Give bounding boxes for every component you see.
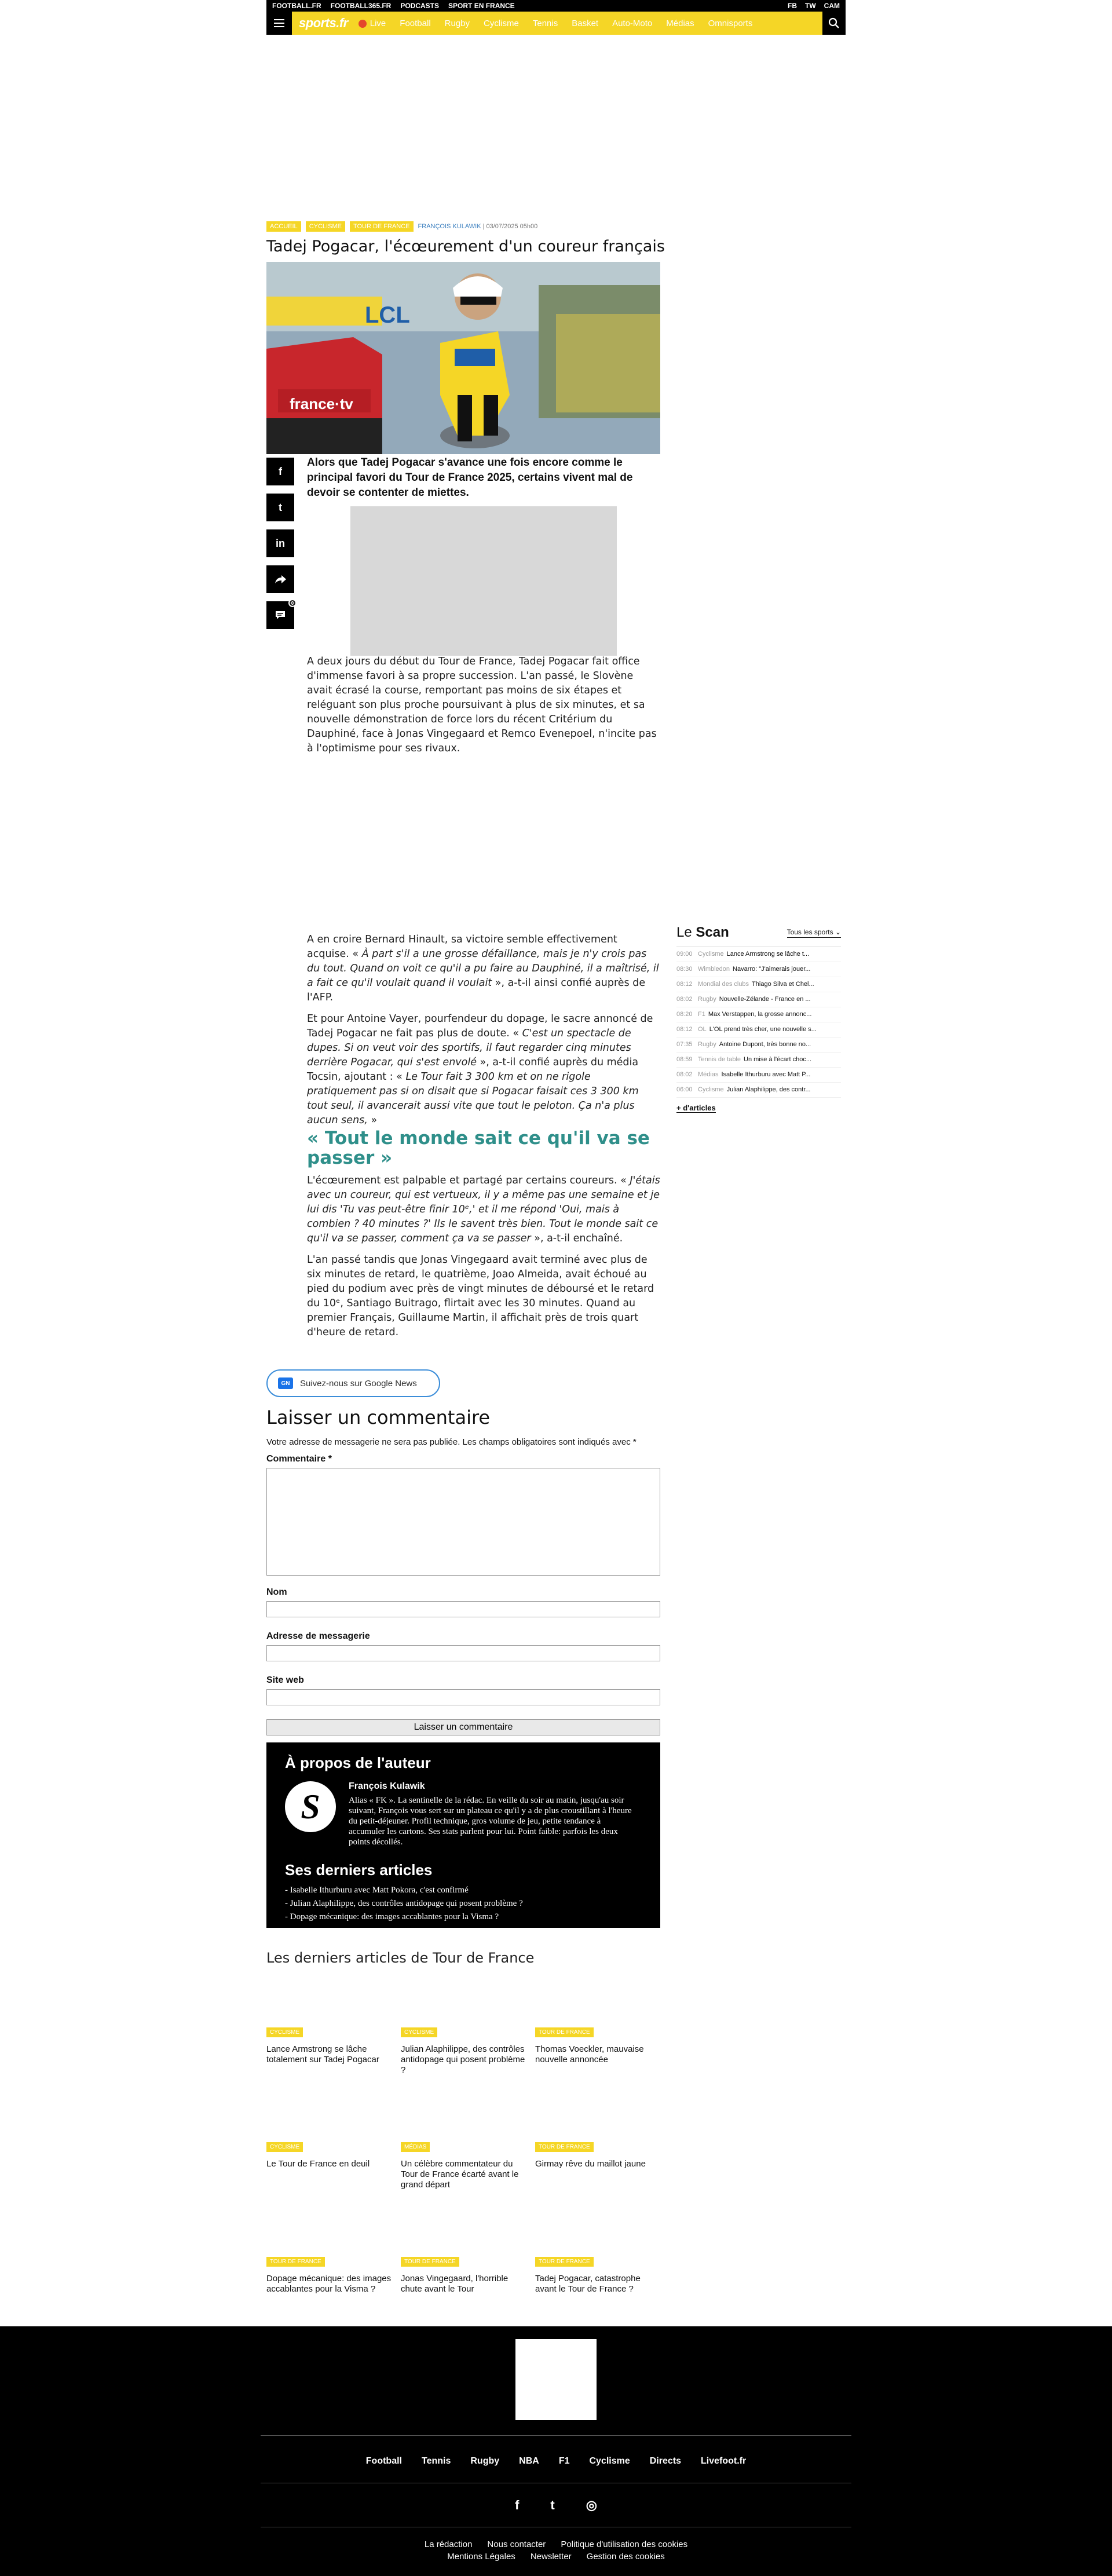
- top-strip: [266, 0, 846, 12]
- google-news-label: Suivez-nous sur Google News: [300, 1378, 417, 1389]
- tag-tour-de-france[interactable]: TOUR DE FRANCE: [350, 221, 414, 232]
- card-headline[interactable]: Un célèbre commentateur du Tour de France écarté avant le grand départ: [401, 2159, 519, 2190]
- comment-form: [266, 1406, 660, 1735]
- author-articles-list: [285, 1884, 642, 1924]
- article-card[interactable]: [401, 2256, 528, 2294]
- facebook-icon[interactable]: f: [515, 2498, 520, 2512]
- author-box-title: À propos de l'auteur: [285, 1754, 431, 1771]
- instagram-icon[interactable]: ◎: [586, 2498, 597, 2512]
- card-headline[interactable]: Julian Alaphilippe, des contrôles antidopage qui posent problème ?: [401, 2044, 525, 2075]
- comments-button[interactable]: [266, 601, 294, 629]
- topbar-link-podcasts[interactable]: PODCASTS: [400, 2, 440, 10]
- scan-item[interactable]: 08:12 Mondial des clubs Thiago Silva et Chel...: [676, 977, 841, 992]
- site-logo[interactable]: sports.fr: [299, 16, 348, 30]
- comment-form-title: Laisser un commentaire: [266, 1406, 491, 1428]
- card-headline[interactable]: Tadej Pogacar, catastrophe avant le Tour de France ?: [535, 2274, 641, 2294]
- twitter-icon[interactable]: t: [550, 2498, 555, 2512]
- nav-item-omnisports[interactable]: Omnisports: [708, 18, 753, 28]
- card-headline[interactable]: Girmay rêve du maillot jaune: [535, 2159, 646, 2169]
- nav-item-cyclisme[interactable]: Cyclisme: [484, 18, 519, 28]
- nav-item-label: Live: [370, 18, 386, 28]
- footer-link-nba[interactable]: NBA: [519, 2456, 539, 2466]
- article-paragraph: A deux jours du début du Tour de France, Tadej Pogacar fait office d'immense favori à sa propre succession. L'an passé, le Slovène avait écrasé la course, remportant pas moins de six étapes et reléguant son plus proche poursuivant à plus de six minutes, et sa nouvelle démonstration de force lors du récent Critérium du Dauphiné, face à Jonas Vingegaard et Remco Evenepoel, n'incite pas à l'optimisme pour ses rivaux.: [307, 656, 657, 754]
- nav-item-tennis[interactable]: Tennis: [532, 18, 558, 28]
- article-lead: Alors que Tadej Pogacar s'avance une fois encore comme le principal favori du Tour de France 2025, certains vivent mal de devoir se contenter de miettes.: [307, 456, 633, 499]
- linkedin-icon: in: [276, 537, 285, 549]
- comment-count-badge: 0: [288, 599, 297, 607]
- scan-item[interactable]: 09:00 Cyclisme Lance Armstrong se lâche t...: [676, 947, 841, 962]
- card-tag[interactable]: TOUR DE FRANCE: [401, 2257, 459, 2267]
- article-card[interactable]: [266, 2026, 394, 2065]
- facebook-icon: f: [279, 465, 282, 477]
- author-box: [266, 1742, 660, 1928]
- comment-form-note: Votre adresse de messagerie ne sera pas publiée. Les champs obligatoires sont indiqués avec *: [266, 1437, 637, 1447]
- article-tags: [266, 221, 537, 232]
- comment-textarea[interactable]: [266, 1468, 660, 1576]
- ad-placeholder: [350, 506, 617, 656]
- topbar-social-cam[interactable]: CAM: [824, 2, 840, 10]
- nav-item-live[interactable]: [359, 19, 386, 28]
- google-news-icon: GN: [278, 1377, 293, 1389]
- email-label: Adresse de messagerie: [266, 1631, 370, 1641]
- article-paragraph: L'an passé tandis que Jonas Vingegaard avait terminé avec plus de six minutes de retard, le quatrième, Joao Almeida, avait échoué au pied du podium avec près de vingt minutes de déboursé et le retard du 10ᵉ, Santiago Buitrago, flirtait avec les 30 minutes. Quand au premier Français, Guillaume Martin, il affichait près de trois quart d'heure de retard.: [307, 1254, 654, 1338]
- footer-link-rugby[interactable]: Rugby: [470, 2456, 500, 2466]
- author-article-link[interactable]: - Julian Alaphilippe, des contrôles antidopage qui posent problème ?: [285, 1899, 523, 1908]
- card-headline[interactable]: Dopage mécanique: des images accablantes pour la Visma ?: [266, 2274, 392, 2294]
- footer-link-redaction[interactable]: La rédaction: [424, 2540, 473, 2549]
- footer-link-f1[interactable]: F1: [558, 2456, 570, 2466]
- footer-link-football[interactable]: Football: [365, 2456, 402, 2466]
- menu-icon[interactable]: [266, 12, 292, 35]
- hero-image: [266, 262, 660, 454]
- nav-item-rugby[interactable]: Rugby: [444, 18, 470, 28]
- footer-link-contact[interactable]: Nous contacter: [487, 2540, 546, 2549]
- share-icon: [274, 574, 287, 584]
- twitter-icon: t: [279, 501, 282, 513]
- nav-item-football[interactable]: Football: [400, 18, 431, 28]
- article-card[interactable]: [401, 2026, 528, 2076]
- site-footer: [0, 2326, 1112, 2576]
- article-card[interactable]: [535, 2141, 663, 2169]
- card-tag[interactable]: MÉDIAS: [401, 2142, 430, 2152]
- comment-label: Commentaire *: [266, 1454, 332, 1464]
- google-news-button[interactable]: [266, 1369, 440, 1397]
- submit-comment-button[interactable]: Laisser un commentaire: [266, 1719, 660, 1735]
- author-article-link[interactable]: - Dopage mécanique: des images accablantes pour la Visma ?: [285, 1912, 499, 1921]
- avatar: S: [285, 1781, 336, 1832]
- twitter-share-button[interactable]: [266, 494, 294, 521]
- article-subheading: « Tout le monde sait ce qu'il va se passer »: [307, 1128, 650, 1168]
- website-field[interactable]: [266, 1689, 660, 1705]
- card-tag[interactable]: TOUR DE FRANCE: [266, 2257, 325, 2267]
- search-icon[interactable]: [822, 12, 846, 35]
- scan-item[interactable]: 07:35 Rugby Antoine Dupont, très bonne no...: [676, 1037, 841, 1053]
- footer-link-cyclisme[interactable]: Cyclisme: [589, 2456, 630, 2466]
- nav-item-auto-moto[interactable]: Auto-Moto: [612, 18, 653, 28]
- byline: [418, 223, 538, 230]
- tag-cyclisme[interactable]: CYCLISME: [306, 221, 345, 232]
- author-articles-title: Ses derniers articles: [285, 1861, 433, 1879]
- email-field[interactable]: [266, 1645, 660, 1661]
- article-card[interactable]: [535, 2256, 663, 2294]
- footer-divider: [261, 2435, 851, 2436]
- scan-more-link[interactable]: + d'articles: [676, 1104, 716, 1112]
- author-name[interactable]: François Kulawik: [349, 1781, 425, 1791]
- scan-item[interactable]: 08:02 Rugby Nouvelle-Zélande - France en ...: [676, 992, 841, 1007]
- comment-icon: [275, 610, 286, 620]
- byline-author[interactable]: FRANÇOIS KULAWIK: [418, 223, 481, 230]
- footer-link-cookies-policy[interactable]: Politique d'utilisation des cookies: [561, 2540, 688, 2549]
- footer-link-tennis[interactable]: Tennis: [421, 2456, 451, 2466]
- card-headline[interactable]: Thomas Voeckler, mauvaise nouvelle annoncée: [535, 2044, 644, 2065]
- article-title: Tadej Pogacar, l'écœurement d'un coureur français: [266, 237, 665, 255]
- card-tag[interactable]: TOUR DE FRANCE: [535, 2027, 594, 2037]
- author-article-link[interactable]: - Isabelle Ithurburu avec Matt Pokora, c'est confirmé: [285, 1886, 469, 1895]
- article-body-part2: [307, 933, 660, 1135]
- scan-item[interactable]: 08:30 Wimbledon Navarro: "J'aimerais jouer...: [676, 962, 841, 977]
- card-tag[interactable]: CYCLISME: [266, 2027, 303, 2037]
- facebook-share-button[interactable]: [266, 458, 294, 485]
- scan-item[interactable]: 08:12 OL L'OL prend très cher, une nouvelle s...: [676, 1022, 841, 1037]
- latest-articles-title: Les derniers articles de Tour de France: [266, 1950, 535, 1966]
- article-body-part3: [307, 1174, 660, 1347]
- article-paragraph: L'écœurement est palpable et partagé par certains coureurs. « J'étais avec un coureur, qui est vertueux, il y a même pas une semaine et je lui dis 'Tu vas peut-être finir 10ᵉ,' et il me répond 'Oui, mais à combien ? 40 minutes ?' Ils le savent très bien. Tout le monde sait ce qu'il va se passer, comment ça va se passer », a-t-il enchaîné.: [307, 1175, 660, 1244]
- scan-item[interactable]: 08:02 Médias Isabelle Ithurburu avec Matt P...: [676, 1068, 841, 1083]
- footer-link-livefoot[interactable]: Livefoot.fr: [701, 2456, 747, 2466]
- footer-social: [261, 2498, 851, 2513]
- live-dot-icon: [359, 20, 367, 28]
- article-card[interactable]: [266, 2256, 394, 2294]
- share-button[interactable]: [266, 565, 294, 593]
- footer-link-newsletter[interactable]: Newsletter: [530, 2552, 572, 2562]
- scan-item[interactable]: 08:20 F1 Max Verstappen, la grosse annonc...: [676, 1007, 841, 1022]
- article-card[interactable]: [535, 2026, 663, 2065]
- author-bio: Alias « FK ». La sentinelle de la rédac. En veille du soir au matin, jusqu'au soir suivant, François vous sert sur un plateau ce qu'il y a de plus croustillant à l'heure du petit-déjeuner. Profil technique, gros volume de jeu, petite tendance à accumuler les cartons. Ses stats parlent pour lui. Point faible: parfois les deux points décollés.: [349, 1796, 632, 1847]
- card-headline[interactable]: Le Tour de France en deuil: [266, 2159, 370, 2169]
- card-headline[interactable]: Lance Armstrong se lâche totalement sur Tadej Pogacar: [266, 2044, 379, 2065]
- share-rail: [266, 458, 294, 629]
- site-header: [266, 12, 846, 35]
- scan-sport-filter[interactable]: Tous les sports ⌄: [787, 928, 841, 938]
- website-label: Site web: [266, 1675, 304, 1685]
- card-tag[interactable]: TOUR DE FRANCE: [535, 2257, 594, 2267]
- nav-item-basket[interactable]: Basket: [572, 18, 599, 28]
- article-paragraph: A en croire Bernard Hinault, sa victoire semble effectivement acquise. « À part s'il a une grosse défaillance, mais je n'y crois pas du tout. Quand on voit ce qu'il a pu faire au Dauphiné, il a maîtrisé, il a fait ce qu'il voulait quand il voulait », a-t-il ainsi confié auprès de l'AFP.: [307, 934, 659, 1003]
- card-tag[interactable]: CYCLISME: [401, 2027, 437, 2037]
- footer-link-mentions[interactable]: Mentions Légales: [447, 2552, 515, 2562]
- footer-link-directs[interactable]: Directs: [649, 2456, 681, 2466]
- topbar-social-tw[interactable]: TW: [805, 2, 816, 10]
- article-paragraph: Et pour Antoine Vayer, pourfendeur du dopage, le sacre annoncé de Tadej Pogacar ne fait pas plus de doute. « C'est un spectacle de dupes. Si on veut voir des sportifs, il faut regarder cinq minutes derrière Pogacar, qui s'est envolé », a-t-il confié auprès du média Tocsin, ajoutant : « Le Tour fait 3 300 km et on ne rigole pratiquement pas si on disait que si Pogacar faisait ces 3 300 km tout seul, il avancerait aussi vite que tout le peloton. Ça n'a plus aucun sens, »: [307, 1013, 653, 1126]
- topbar-social-fb[interactable]: FB: [788, 2, 798, 10]
- hero-banner-text: LCL: [365, 302, 410, 328]
- scan-title: Le Scan: [676, 925, 729, 940]
- footer-logo[interactable]: [515, 2339, 597, 2420]
- card-tag[interactable]: CYCLISME: [266, 2142, 303, 2152]
- le-scan-sidebar: [676, 925, 841, 1113]
- topbar-link-football365[interactable]: FOOTBALL365.FR: [330, 2, 392, 10]
- linkedin-share-button[interactable]: [266, 529, 294, 557]
- card-tag[interactable]: TOUR DE FRANCE: [535, 2142, 594, 2152]
- article-body-part1: [307, 655, 660, 763]
- nav-item-medias[interactable]: Médias: [666, 18, 694, 28]
- scan-list: [676, 947, 841, 1098]
- topbar-link-sport-en-france[interactable]: SPORT EN FRANCE: [448, 2, 515, 10]
- hero-caption: france·tv: [290, 395, 353, 412]
- main-nav: [359, 19, 753, 28]
- card-headline[interactable]: Jonas Vingegaard, l'horrible chute avant le Tour: [401, 2274, 509, 2294]
- topbar-link-football[interactable]: FOOTBALL.FR: [272, 2, 321, 10]
- footer-nav: [261, 2456, 851, 2467]
- scan-item[interactable]: 08:59 Tennis de table Un mise à l'écart choc...: [676, 1053, 841, 1068]
- article-card[interactable]: [266, 2141, 394, 2169]
- article-card[interactable]: [401, 2141, 528, 2190]
- scan-item[interactable]: 06:00 Cyclisme Julian Alaphilippe, des contr...: [676, 1083, 841, 1098]
- footer-legal: [261, 2540, 851, 2562]
- tag-accueil[interactable]: ACCUEIL: [266, 221, 301, 232]
- name-label: Nom: [266, 1587, 287, 1597]
- footer-link-cookie-settings[interactable]: Gestion des cookies: [586, 2552, 665, 2562]
- name-field[interactable]: [266, 1601, 660, 1617]
- byline-date: | 03/07/2025 05h00: [482, 223, 538, 230]
